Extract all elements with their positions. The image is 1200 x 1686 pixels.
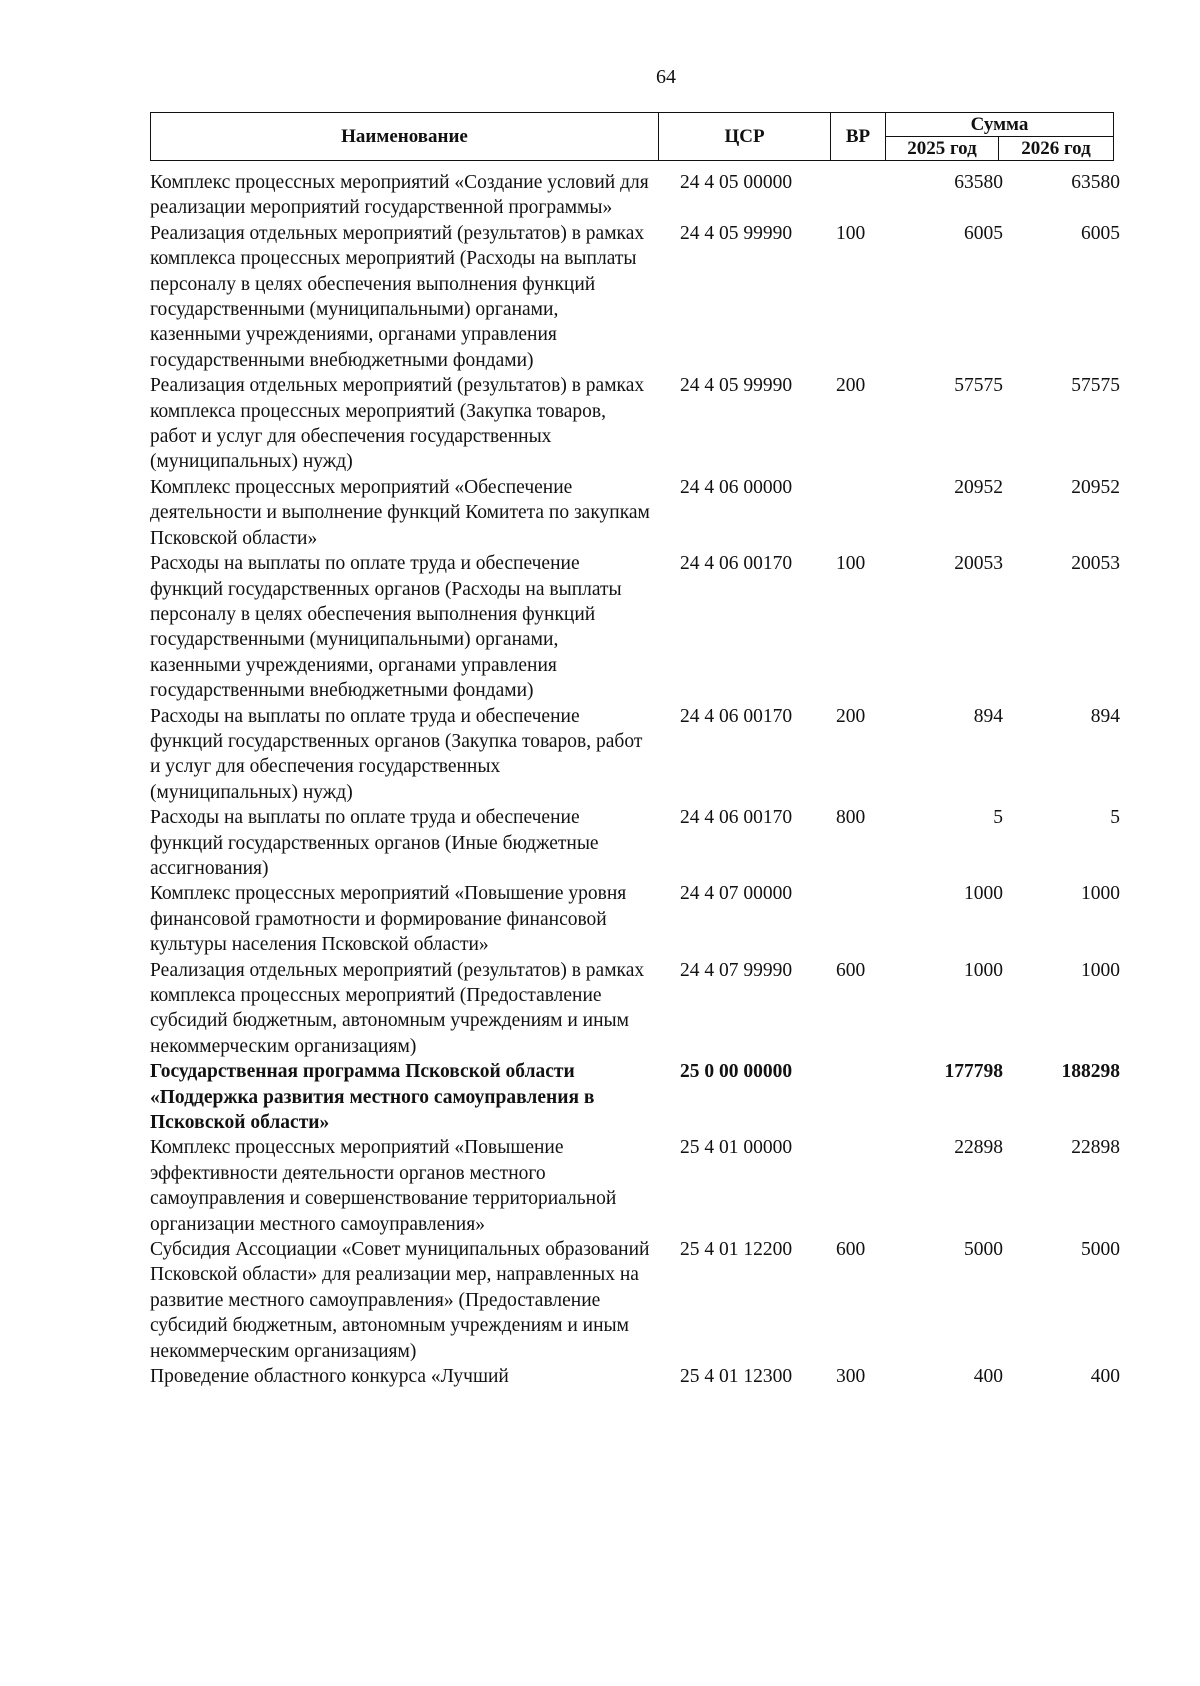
row-name: Комплекс процессных мероприятий «Создание условий для реализации мероприятий государственной программы»: [150, 172, 649, 219]
row-sum-2025: 63580: [954, 172, 1003, 193]
table-row: [150, 475, 1120, 551]
row-sum-2025: 22898: [954, 1137, 1003, 1159]
row-csr: 24 4 06 00170: [680, 553, 793, 575]
row-csr: 24 4 07 99990: [680, 959, 793, 981]
row-name: Реализация отдельных мероприятий (результатов) в рамках комплекса процессных мероприятий (Закупка товаров, работ и услуг для обеспечения государственных (муниципальных) нужд): [150, 375, 645, 473]
table-body: [150, 170, 1120, 1390]
row-vr: 600: [836, 1239, 866, 1261]
row-name: Расходы на выплаты по оплате труда и обеспечение функций государственных органов (Закупка товаров, работ и услуг для обеспечения государственных (муниципальных) нужд): [150, 705, 643, 803]
row-sum-2025: 6005: [964, 222, 1003, 244]
row-csr: 24 4 05 99990: [680, 222, 793, 244]
row-sum-2025: 20053: [954, 553, 1003, 575]
row-csr: 25 4 01 12300: [680, 1366, 793, 1388]
header-2025: 2025 год: [886, 137, 999, 161]
row-csr: 24 4 06 00000: [680, 476, 793, 498]
row-name: Расходы на выплаты по оплате труда и обеспечение функций государственных органов (Расходы на выплаты персоналу в целях обеспечения выполнения функций государственными (муниципальными) органами, казенными учреждениями, органами управления государственными внебюджетными фондами): [150, 553, 622, 702]
row-name: Комплекс процессных мероприятий «Повышение эффективности деятельности органов местного самоуправления и совершенствование территориальной организации местного самоуправления»: [150, 1137, 617, 1235]
row-vr: 200: [836, 375, 866, 397]
row-vr: 100: [836, 222, 866, 244]
row-name: Субсидия Ассоциации «Совет муниципальных образований Псковской области» для реализации мер, направленных на развитие местного самоуправления» (Предоставление субсидий бюджетным, автономным учреждениям и иным некоммерческим организациям): [150, 1239, 650, 1362]
table-row: [150, 958, 1120, 1060]
header-name: Наименование: [151, 113, 659, 161]
row-csr: 25 4 01 12200: [680, 1239, 793, 1261]
row-sum-2026: 57575: [1071, 375, 1120, 397]
header-vr: ВР: [831, 113, 886, 161]
row-name: Проведение областного конкурса «Лучший: [150, 1366, 509, 1388]
row-sum-2026: 1000: [1081, 883, 1120, 905]
row-sum-2025: 177798: [944, 1061, 1003, 1083]
row-sum-2025: 57575: [954, 375, 1003, 397]
table-row: [150, 170, 1120, 221]
table-row: [150, 1059, 1120, 1135]
table-row: [150, 1364, 1120, 1389]
row-sum-2026: 22898: [1071, 1137, 1120, 1159]
row-csr: 24 4 06 00170: [680, 807, 793, 829]
row-sum-2026: 1000: [1081, 959, 1120, 981]
row-csr: 24 4 05 00000: [680, 172, 793, 193]
row-vr: 200: [836, 705, 866, 727]
row-sum-2025: 5: [993, 807, 1003, 829]
row-name: Комплекс процессных мероприятий «Обеспечение деятельности и выполнение функций Комитета по закупкам Псковской области»: [150, 476, 650, 549]
table-row: [150, 221, 1120, 373]
table-row: [150, 805, 1120, 881]
row-sum-2026: 6005: [1081, 222, 1120, 244]
row-name: Комплекс процессных мероприятий «Повышение уровня финансовой грамотности и формирование финансовой культуры населения Псковской области»: [150, 883, 627, 956]
row-sum-2026: 63580: [1071, 172, 1120, 193]
row-sum-2025: 20952: [954, 476, 1003, 498]
table-row: [150, 1237, 1120, 1364]
table-header: [150, 112, 1114, 161]
row-sum-2025: 5000: [964, 1239, 1003, 1261]
row-vr: 600: [836, 959, 866, 981]
row-sum-2025: 1000: [964, 883, 1003, 905]
row-csr: 24 4 07 00000: [680, 883, 793, 905]
row-name: Реализация отдельных мероприятий (результатов) в рамках комплекса процессных мероприятий (Предоставление субсидий бюджетным, автономным учреждениям и иным некоммерческим организациям): [150, 959, 645, 1057]
row-sum-2026: 400: [1090, 1366, 1120, 1388]
row-name: Расходы на выплаты по оплате труда и обеспечение функций государственных органов (Иные бюджетные ассигнования): [150, 807, 599, 879]
table-row: [150, 1135, 1120, 1237]
row-csr: 25 0 00 00000: [680, 1061, 793, 1083]
row-vr: 300: [836, 1366, 866, 1388]
row-sum-2026: 5: [1110, 807, 1120, 829]
row-name: Реализация отдельных мероприятий (результатов) в рамках комплекса процессных мероприятий (Расходы на выплаты персоналу в целях обеспечения выполнения функций государственными (муниципальными) органами, казенными учреждениями, органами управления государственными внебюджетными фондами): [150, 222, 645, 371]
table-row: [150, 881, 1120, 957]
table-row: [150, 551, 1120, 703]
page-number: 64: [656, 66, 676, 88]
row-sum-2025: 894: [973, 705, 1003, 727]
row-csr: 24 4 06 00170: [680, 705, 793, 727]
row-name: Государственная программа Псковской области «Поддержка развития местного самоуправления в Псковской области»: [150, 1061, 595, 1134]
row-sum-2025: 400: [973, 1366, 1003, 1388]
row-sum-2026: 5000: [1081, 1239, 1120, 1261]
header-2026: 2026 год: [999, 137, 1114, 161]
row-vr: 800: [836, 807, 866, 829]
row-sum-2025: 1000: [964, 959, 1003, 981]
table-row: [150, 704, 1120, 806]
row-csr: 24 4 05 99990: [680, 375, 793, 397]
row-sum-2026: 894: [1090, 705, 1120, 727]
header-csr: ЦСР: [659, 113, 831, 161]
table-row: [150, 373, 1120, 475]
row-sum-2026: 20053: [1071, 553, 1120, 575]
row-sum-2026: 188298: [1061, 1061, 1120, 1083]
header-sum: Сумма: [886, 113, 1114, 137]
row-vr: 100: [836, 553, 866, 575]
row-sum-2026: 20952: [1071, 476, 1120, 498]
row-csr: 25 4 01 00000: [680, 1137, 793, 1159]
